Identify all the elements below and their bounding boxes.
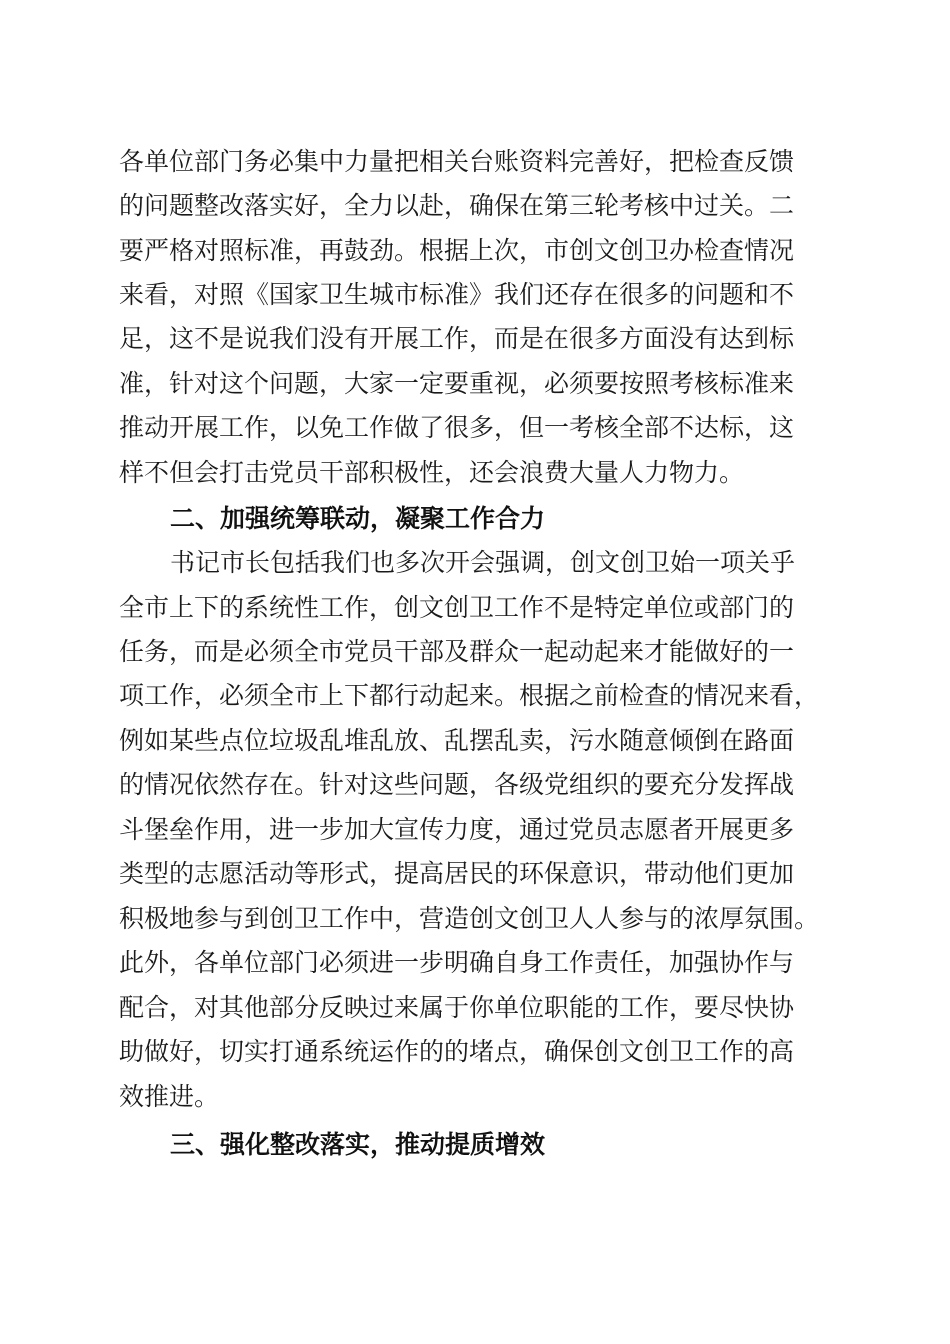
paragraph-line: 要严格对照标准，再鼓劲。根据上次，市创文创卫办检查情况 — [119, 236, 795, 265]
paragraph-line: 效推进。 — [119, 1082, 220, 1111]
paragraph-line: 任务，而是必须全市党员干部及群众一起动起来才能做好的一 — [119, 637, 795, 666]
paragraph-line: 配合，对其他部分反映过来属于你单位职能的工作，要尽快协 — [119, 993, 795, 1022]
paragraph-line: 书记市长包括我们也多次开会强调，创文创卫始一项关乎 — [170, 548, 796, 577]
paragraph-line: 的问题整改落实好，全力以赴，确保在第三轮考核中过关。二 — [119, 191, 795, 220]
paragraph-line: 推动开展工作，以免工作做了很多，但一考核全部不达标，这 — [119, 413, 795, 442]
section-heading-2: 二、加强统筹联动，凝聚工作合力 — [170, 504, 546, 533]
paragraph-line: 类型的志愿活动等形式，提高居民的环保意识，带动他们更加 — [119, 859, 795, 888]
paragraph-line: 样不但会打击党员干部积极性，还会浪费大量人力物力。 — [119, 458, 745, 487]
paragraph-line: 来看，对照《国家卫生城市标准》我们还存在很多的问题和不 — [119, 280, 795, 309]
paragraph-line: 的情况依然存在。针对这些问题，各级党组织的要充分发挥战 — [119, 770, 795, 799]
section-heading-3: 三、强化整改落实，推动提质增效 — [170, 1130, 546, 1159]
paragraph-line: 例如某些点位垃圾乱堆乱放、乱摆乱卖，污水随意倾倒在路面 — [119, 726, 795, 755]
paragraph-line: 全市上下的系统性工作，创文创卫工作不是特定单位或部门的 — [119, 593, 795, 622]
paragraph-line: 各单位部门务必集中力量把相关台账资料完善好，把检查反馈 — [119, 147, 795, 176]
paragraph-line: 足，这不是说我们没有开展工作，而是在很多方面没有达到标 — [119, 324, 795, 353]
paragraph-line: 准，针对这个问题，大家一定要重视，必须要按照考核标准来 — [119, 369, 795, 398]
paragraph-line: 斗堡垒作用，进一步加大宣传力度，通过党员志愿者开展更多 — [119, 815, 795, 844]
paragraph-line: 积极地参与到创卫工作中，营造创文创卫人人参与的浓厚氛围。 — [119, 904, 820, 933]
paragraph-line: 助做好，切实打通系统运作的的堵点，确保创文创卫工作的高 — [119, 1037, 795, 1066]
paragraph-line: 此外，各单位部门必须进一步明确自身工作责任，加强协作与 — [119, 948, 795, 977]
paragraph-line: 项工作，必须全市上下都行动起来。根据之前检查的情况来看， — [119, 681, 820, 710]
